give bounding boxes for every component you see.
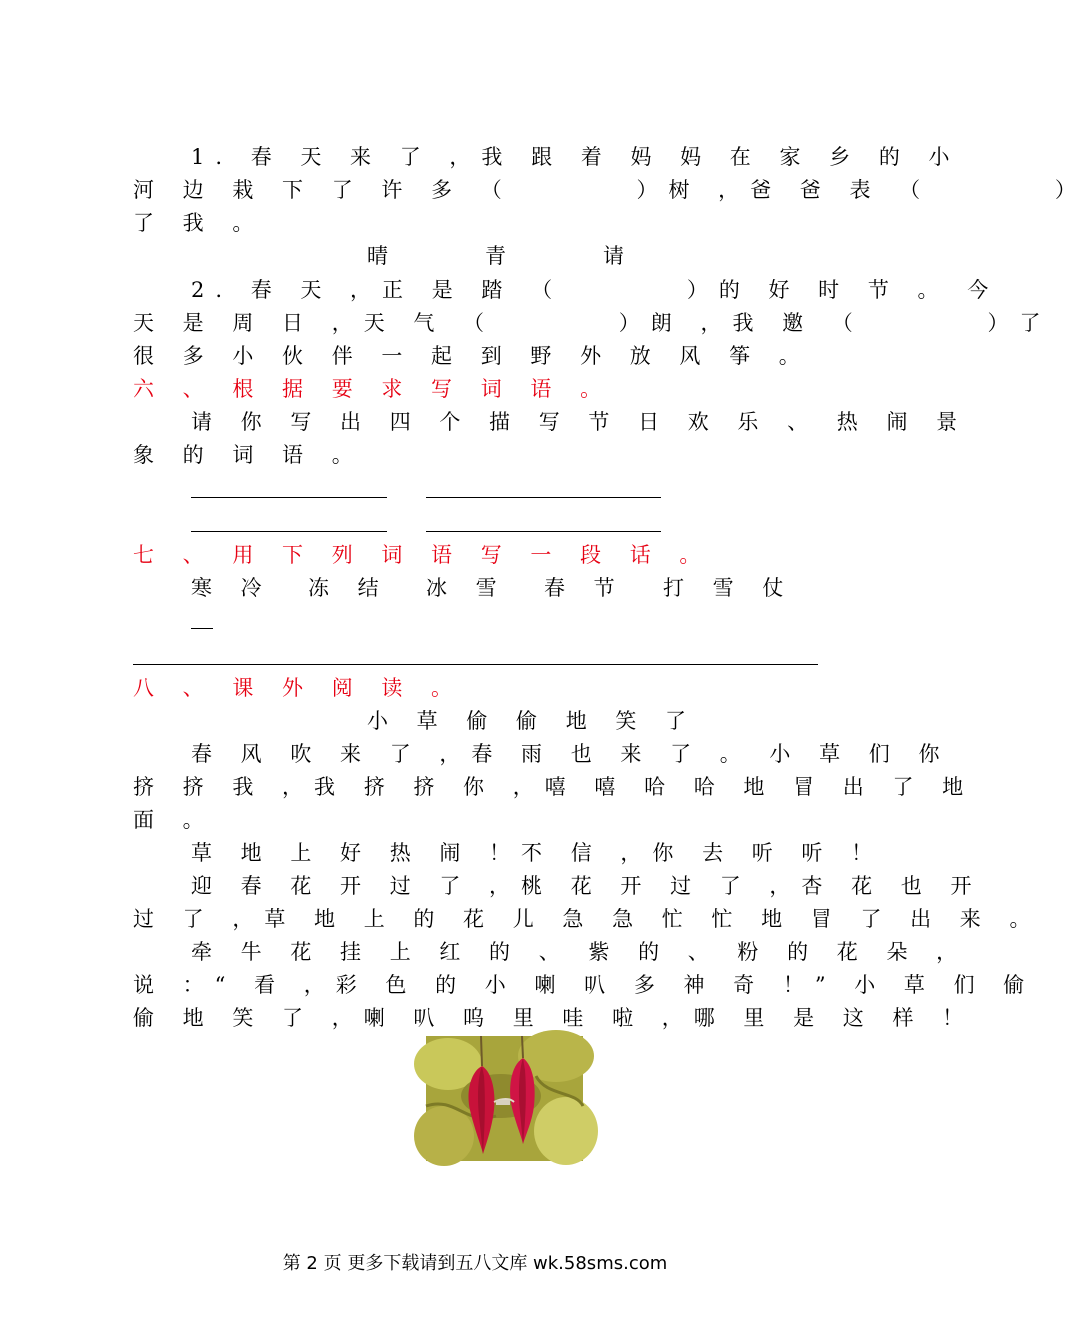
q7-word: 打 雪 仗 [663,576,795,600]
story-line: 牵 牛 花 挂 上 红 的 、 紫 的 、 粉 的 花 朵 ， [191,940,969,964]
q5-p1-line2: 河 边 栽 下 了 许 多 （ ）树 ，爸 爸 表 （ ） [133,178,1087,202]
story-line: 春 风 吹 来 了 ，春 雨 也 来 了 。 小 草 们 你 [191,742,951,766]
section-7-heading: 七 、 用 下 列 词 语 写 一 段 话 。 [133,543,712,567]
story-line: 偷 地 笑 了 ，喇 叭 呜 里 哇 啦 ，哪 里 是 这 样 ！ [133,1006,975,1030]
page-footer: 第 2 页 更多下载请到五八文库 wk.58sms.com [282,1253,668,1274]
q6-prompt-line2: 象 的 词 语 。 [133,443,364,467]
option-word: 请 [603,244,635,268]
q7-word: 冰 雪 [426,576,508,600]
q7-word: 春 节 [544,576,626,600]
writing-line-start[interactable] [191,628,213,629]
q6-prompt-line1: 请 你 写 出 四 个 描 写 节 日 欢 乐 、 热 闹 景 [191,410,969,434]
q5-p2-line1: 2. 春 天 ，正 是 踏 （ ）的 好 时 节 。 今 [191,278,1000,302]
answer-blank-line[interactable] [191,497,387,498]
section-6-heading: 六 、 根 据 要 求 写 词 语 。 [133,377,613,401]
story-line: 草 地 上 好 热 闹 ！不 信 ，你 去 听 听 ！ [191,841,884,865]
q5-p1-line1: 1. 春 天 来 了 ，我 跟 着 妈 妈 在 家 乡 的 小 [191,145,961,169]
story-line: 过 了 ，草 地 上 的 花 儿 急 急 忙 忙 地 冒 了 出 来 。 [133,907,1042,931]
story-line: 迎 春 花 开 过 了 ，桃 花 开 过 了 ，杏 花 也 开 [191,874,983,898]
option-word: 青 [485,244,517,268]
section-8-heading: 八 、 课 外 阅 读 。 [133,676,464,700]
q7-word: 冻 结 [308,576,390,600]
answer-blank-line[interactable] [191,531,387,532]
story-line: 说 ：“ 看 ，彩 色 的 小 喇 叭 多 神 奇 ！” 小 草 们 偷 [133,973,1036,997]
answer-blank-line[interactable] [426,531,661,532]
q7-word: 寒 冷 [191,576,273,600]
writing-line[interactable] [133,664,818,665]
q5-p2-line3: 很 多 小 伙 伴 一 起 到 野 外 放 风 筝 。 [133,344,811,368]
q5-p1-line3: 了 我 。 [133,211,265,235]
story-line: 面 。 [133,808,215,832]
flower-icon [426,1036,583,1161]
answer-blank-line[interactable] [426,497,661,498]
option-word: 晴 [367,244,399,268]
story-title: 小 草 偷 偷 地 笑 了 [367,709,698,733]
story-line: 挤 挤 我 ，我 挤 挤 你 ，嘻 嘻 哈 哈 地 冒 出 了 地 [133,775,975,799]
fuchsia-flower-photo [426,1036,583,1161]
q5-p2-line2: 天 是 周 日 ，天 气 （ ）朗 ，我 邀 （ ）了 [133,311,1052,335]
